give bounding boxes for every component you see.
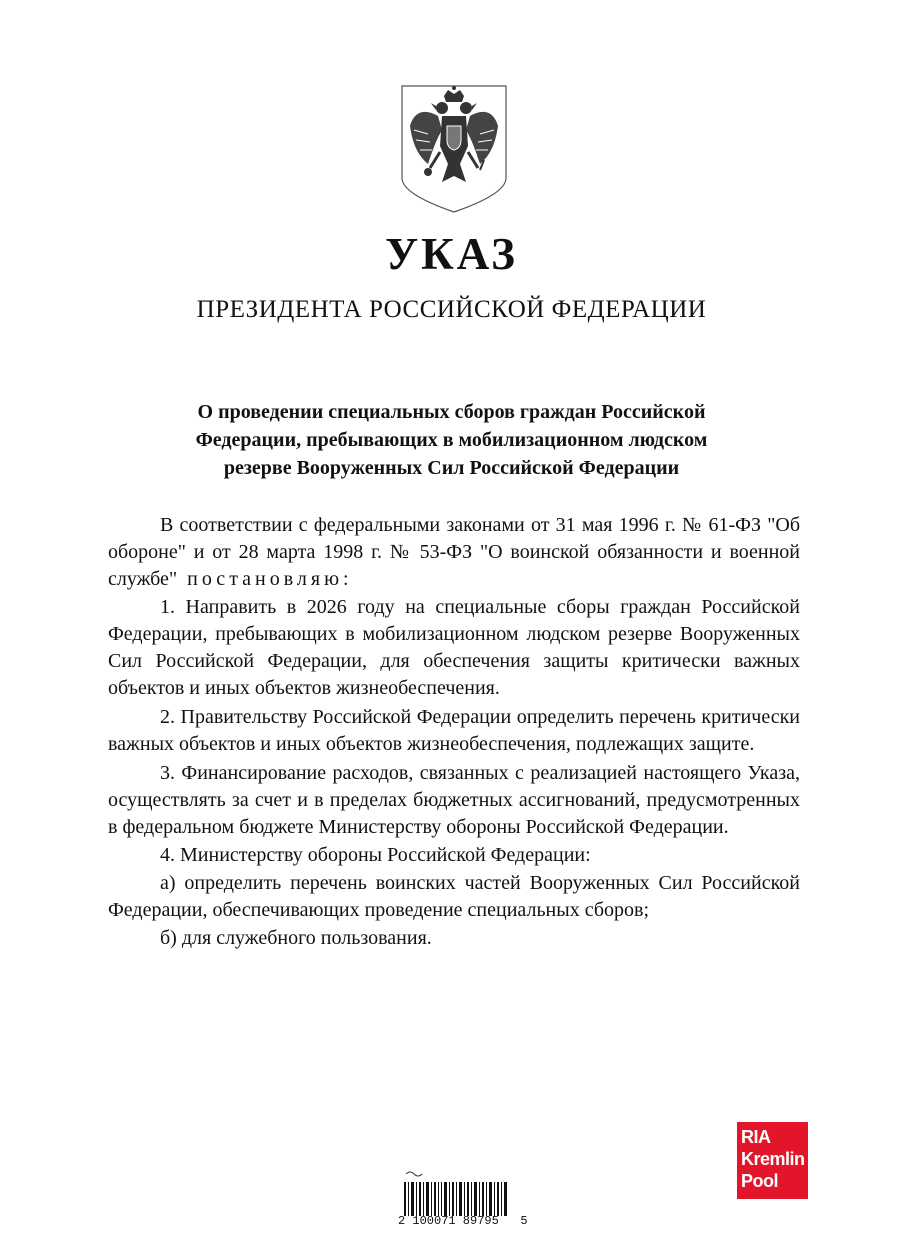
decree-subitem-a: а) определить перечень воинских частей Вооруженных Сил Российской Федерации, обеспечивающих проведение специальных сборов;	[108, 872, 800, 921]
document-title: УКАЗ	[385, 229, 518, 279]
watermark-line: Kremlin	[741, 1149, 805, 1169]
decree-heading	[100, 398, 803, 482]
decree-item-4: 4. Министерству обороны Российской Федерации:	[160, 844, 591, 866]
ria-kremlin-pool-watermark	[737, 1122, 808, 1199]
heading-line: Федерации, пребывающих в мобилизационном людском	[195, 429, 708, 451]
decree-item-3: 3. Финансирование расходов, связанных с реализацией настоящего Указа, осуществлять за счет и в пределах бюджетных ассигнований, предусмотренных в федеральном бюджете Министерству обороны Российской Федерации.	[108, 762, 800, 838]
decree-subitem-b: б) для служебного пользования.	[160, 927, 432, 949]
document-subtitle: ПРЕЗИДЕНТА РОССИЙСКОЙ ФЕДЕРАЦИИ	[196, 296, 707, 323]
heading-line: резерве Вооруженных Сил Российской Федерации	[223, 457, 680, 479]
barcode-icon	[402, 1168, 510, 1218]
decree-body	[108, 512, 800, 953]
preamble-text: В соответствии с федеральными законами от 31 мая 1996 г. № 61-ФЗ "Об обороне" и от 28 марта 1998 г. № 53-ФЗ "О воинской обязанности и военной службе"	[108, 514, 800, 590]
preamble-paragraph	[108, 512, 800, 593]
watermark-line: Pool	[741, 1171, 778, 1191]
heading-line: О проведении специальных сборов граждан Российской	[197, 401, 706, 423]
barcode-number: 2 100071 89795 5	[398, 1214, 528, 1228]
decree-word: постановляю:	[187, 568, 353, 590]
coat-of-arms-icon	[398, 82, 510, 214]
decree-item-1: 1. Направить в 2026 году на специальные сборы граждан Российской Федерации, пребывающих в мобилизационном людском резерве Вооруженных Сил Российской Федерации, для обеспечения защиты критически важных объектов и иных объектов жизнеобеспечения.	[108, 596, 800, 699]
watermark-line: RIA	[741, 1127, 771, 1147]
decree-item-2: 2. Правительству Российской Федерации определить перечень критически важных объектов и иных объектов жизнеобеспечения, подлежащих защите.	[108, 706, 800, 755]
